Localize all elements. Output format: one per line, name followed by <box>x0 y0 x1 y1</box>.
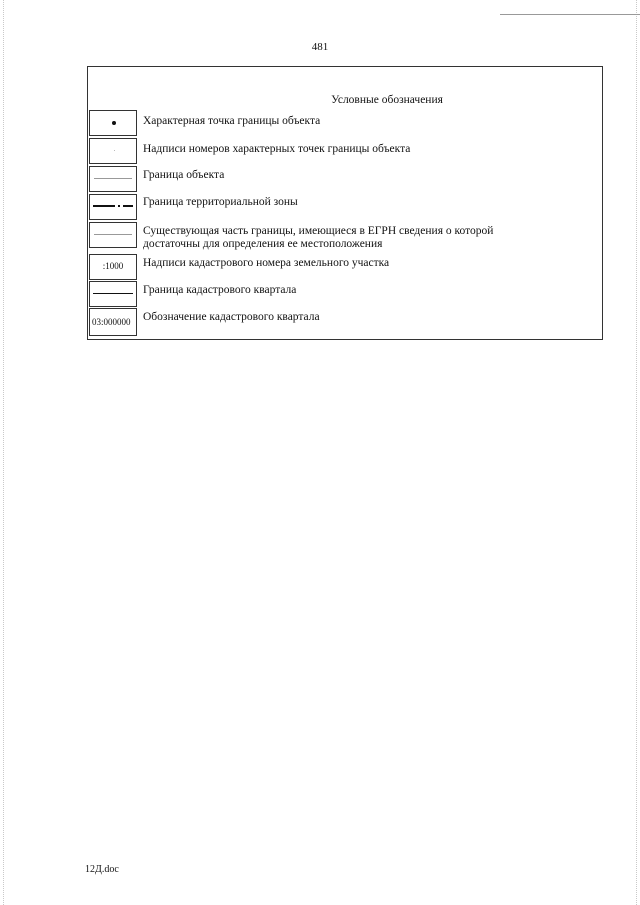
legend-label: Граница территориальной зоны <box>143 196 298 208</box>
footer-file-name: 12Д.doc <box>85 864 119 875</box>
scan-top-mark <box>500 0 640 15</box>
cadastral-quarter-boundary-icon <box>89 281 137 307</box>
legend-label: Граница объекта <box>143 169 225 181</box>
scan-edge-right <box>636 0 637 905</box>
point-number-label-icon <box>89 138 137 164</box>
zone-boundary-dash-dot-icon <box>89 194 137 220</box>
existing-boundary-line-icon <box>89 222 137 248</box>
cadastral-quarter-label-icon <box>89 308 137 336</box>
cadastral-number-label-icon <box>89 254 137 280</box>
legend-label-line-2: достаточны для определения ее местоположения <box>143 238 383 250</box>
legend-label-line-1: Существующая часть границы, имеющиеся в ЕГРН сведения о которой <box>143 225 494 237</box>
page-number: 481 <box>311 41 329 53</box>
scan-edge-left <box>3 0 4 905</box>
legend-title: Условные обозначения <box>331 94 443 106</box>
legend-label: Надписи номеров характерных точек границы объекта <box>143 143 411 155</box>
legend-label: Граница кадастрового квартала <box>143 284 297 296</box>
cadastral-quarter-sample: 03:000000 <box>92 317 131 327</box>
dot-icon <box>89 110 137 136</box>
cadastral-number-sample: :1000 <box>102 261 124 271</box>
legend-label: Характерная точка границы объекта <box>143 115 321 127</box>
legend-label: Надписи кадастрового номера земельного участка <box>143 257 390 269</box>
object-boundary-line-icon <box>89 166 137 192</box>
legend-label: Обозначение кадастрового квартала <box>143 311 320 323</box>
